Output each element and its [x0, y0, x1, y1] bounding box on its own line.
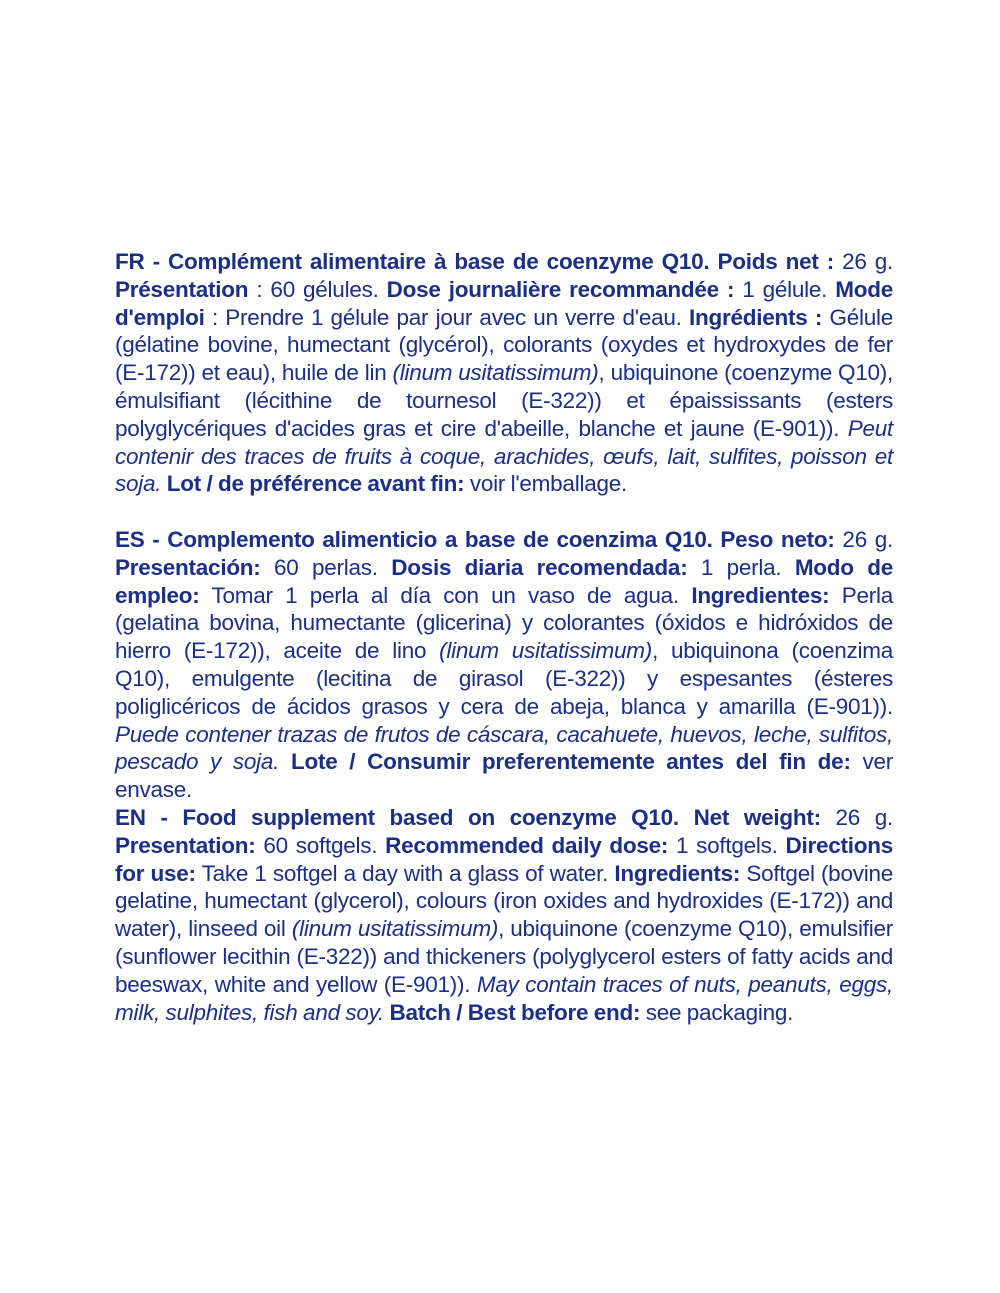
en-italic-run: May contain traces of nuts, peanuts, eggs, milk, sulphites, fish and soy.: [115, 971, 893, 1025]
fr-bold-run: Mode d'emploi: [115, 276, 894, 330]
es-plain-run: 60 perlas.: [260, 554, 392, 580]
fr-plain-run: : 60 gélules.: [248, 276, 387, 302]
fr-bold-run: Ingrédients :: [688, 304, 823, 330]
en-plain-run: Take 1 softgel a day with a glass of water.: [195, 860, 615, 886]
en-bold-run: Ingredients:: [614, 860, 741, 886]
es-plain-run: Tomar 1 perla al día con un vaso de agua.: [199, 582, 692, 608]
es-bold-run: Lote / Consumir preferentemente antes del fin de:: [291, 749, 851, 775]
fr-italic-run: Peut contenir des traces de fruits à coque, arachides, œufs, lait, sulfites, poisson et soja.: [115, 415, 893, 497]
es-bold-run: Dosis diaria recomendada:: [391, 554, 688, 580]
fr-plain-run: Gélule (gélatine bovine, humectant (glycérol), colorants (oxydes et hydroxydes de fer (E-172)) et eau), huile de lin: [115, 304, 893, 386]
en-plain-run: 1 softgels.: [668, 832, 786, 858]
es-plain-run: , ubiquinona (coenzima Q10), emulgente (lecitina de girasol (E-322)) y espesantes (ésteres poliglicéricos de ácidos grasos y cera de abeja, blanca y amarilla (E-901)).: [115, 638, 893, 719]
label-text-es: [115, 526, 893, 804]
fr-plain-run: voir l'emballage.: [464, 471, 627, 497]
en-plain-run: , ubiquinone (coenzyme Q10), emulsifier (sunflower lecithin (E-322)) and thickeners (polyglycerol esters of fatty acids and beeswax, white and yellow (E-901)).: [115, 916, 893, 997]
fr-plain-run: 26 g.: [833, 249, 894, 274]
es-plain-run: 26 g.: [834, 527, 893, 552]
es-plain-run: 1 perla.: [687, 554, 795, 580]
es-italic-run: (linum usitatissimum): [439, 638, 653, 664]
fr-plain-run: 1 gélule.: [734, 276, 836, 302]
es-bold-run: ES - Complemento alimenticio a base de coenzima Q10. Peso neto:: [115, 527, 835, 552]
es-plain-run: Perla (gelatina bovina, humectante (glicerina) y colorantes (óxidos e hidróxidos de hierro (E-172)), aceite de lino: [115, 582, 893, 664]
en-bold-run: Batch / Best before end:: [389, 999, 641, 1025]
label-text-en: [115, 804, 893, 1026]
en-bold-run: EN - Food supplement based on coenzyme Q10. Net weight:: [115, 805, 821, 830]
en-plain-run: see packaging.: [640, 999, 794, 1025]
fr-bold-run: FR - Complément alimentaire à base de coenzyme Q10. Poids net :: [115, 249, 834, 274]
es-plain-run: ver envase.: [115, 749, 893, 803]
en-plain-run: 26 g.: [820, 805, 894, 830]
es-plain-run: [279, 749, 291, 774]
fr-bold-run: Lot / de préférence avant fin:: [166, 471, 465, 497]
en-bold-run: Recommended daily dose:: [385, 832, 669, 858]
fr-italic-run: (linum usitatissimum): [392, 360, 599, 386]
en-plain-run: Softgel (bovine gelatine, humectant (glycerol), colours (iron oxides and hydroxides (E-172)) and water), linseed oil: [115, 860, 893, 942]
es-bold-run: Presentación:: [115, 554, 261, 580]
fr-plain-run: : Prendre 1 gélule par jour avec un verre d'eau.: [204, 304, 689, 330]
fr-bold-run: Dose journalière recommandée :: [386, 276, 735, 302]
es-bold-run: Ingredientes:: [691, 582, 830, 608]
fr-bold-run: Présentation: [115, 276, 249, 302]
fr-plain-run: , ubiquinone (coenzyme Q10), émulsifiant (lécithine de tournesol (E-322)) et épaississants (esters polyglycériques d'acides gras et cire d'abeille, blanche et jaune (E-901)).: [115, 360, 894, 441]
en-bold-run: Directions for use:: [115, 832, 894, 886]
en-plain-run: 60 softgels.: [255, 832, 386, 858]
en-italic-run: (linum usitatissimum): [291, 916, 499, 942]
en-bold-run: Presentation:: [115, 832, 256, 858]
label-text-fr: [115, 248, 893, 498]
es-italic-run: Puede contener trazas de frutos de cáscara, cacahuete, huevos, leche, sulfitos, pescado y soja.: [115, 721, 893, 775]
es-bold-run: Modo de empleo:: [115, 554, 893, 608]
